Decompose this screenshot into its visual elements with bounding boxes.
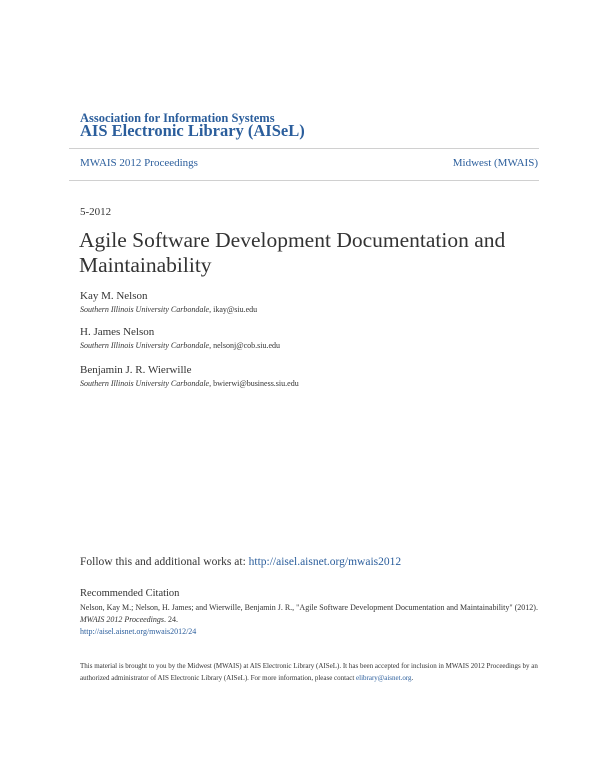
author-name: Kay M. Nelson <box>80 290 148 302</box>
organization-name[interactable]: Association for Information Systems <box>80 111 275 125</box>
author-email: , ikay@siu.edu <box>209 305 258 314</box>
affiliation-text: Southern Illinois University Carbondale <box>80 341 210 350</box>
author-affiliation <box>80 341 280 350</box>
contact-email-link[interactable]: elibrary@aisnet.org <box>356 674 412 682</box>
follow-line <box>80 556 401 568</box>
divider-bottom <box>69 180 539 181</box>
author-affiliation <box>80 305 257 314</box>
divider-top <box>69 148 539 149</box>
follow-link[interactable]: http://aisel.aisnet.org/mwais2012 <box>248 556 402 568</box>
citation-link[interactable]: http://aisel.aisnet.org/mwais2012/24 <box>80 627 197 636</box>
citation-venue: MWAIS 2012 Proceedings <box>80 615 165 624</box>
affiliation-text: Southern Illinois University Carbondale <box>80 379 210 388</box>
author-name: H. James Nelson <box>80 326 155 338</box>
citation-text: Nelson, Kay M.; Nelson, H. James; and Wierwille, Benjamin J. R., "Agile Software Development Documentation and Maintainability" (2012). <box>80 603 538 612</box>
citation-number: . 24. <box>164 615 179 624</box>
follow-text: Follow this and additional works at: <box>80 556 249 568</box>
author-email: , nelsonj@cob.siu.edu <box>209 341 281 350</box>
author-name: Benjamin J. R. Wierwille <box>80 364 192 376</box>
author-affiliation <box>80 379 299 388</box>
library-name[interactable]: AIS Electronic Library (AISeL) <box>80 121 305 140</box>
affiliation-text: Southern Illinois University Carbondale <box>80 305 210 314</box>
availability-notice <box>80 660 540 684</box>
notice-end: . <box>411 674 414 682</box>
recommended-citation <box>80 602 540 638</box>
publication-date: 5-2012 <box>80 206 112 218</box>
notice-text: This material is brought to you by the Midwest (MWAIS) at AIS Electronic Library (AISeL). It has been accepted for inclusion in MWAIS 2012 Proceedings by an authorized administrator of AIS Electronic Library (AISeL). For more information, please contact <box>80 662 538 682</box>
paper-title: Agile Software Development Documentation and Maintainability <box>79 228 506 277</box>
proceedings-link[interactable]: MWAIS 2012 Proceedings <box>80 157 198 169</box>
author-email: , bwierwi@business.siu.edu <box>209 379 299 388</box>
recommended-citation-heading: Recommended Citation <box>80 588 180 599</box>
conference-link[interactable]: Midwest (MWAIS) <box>452 157 538 169</box>
